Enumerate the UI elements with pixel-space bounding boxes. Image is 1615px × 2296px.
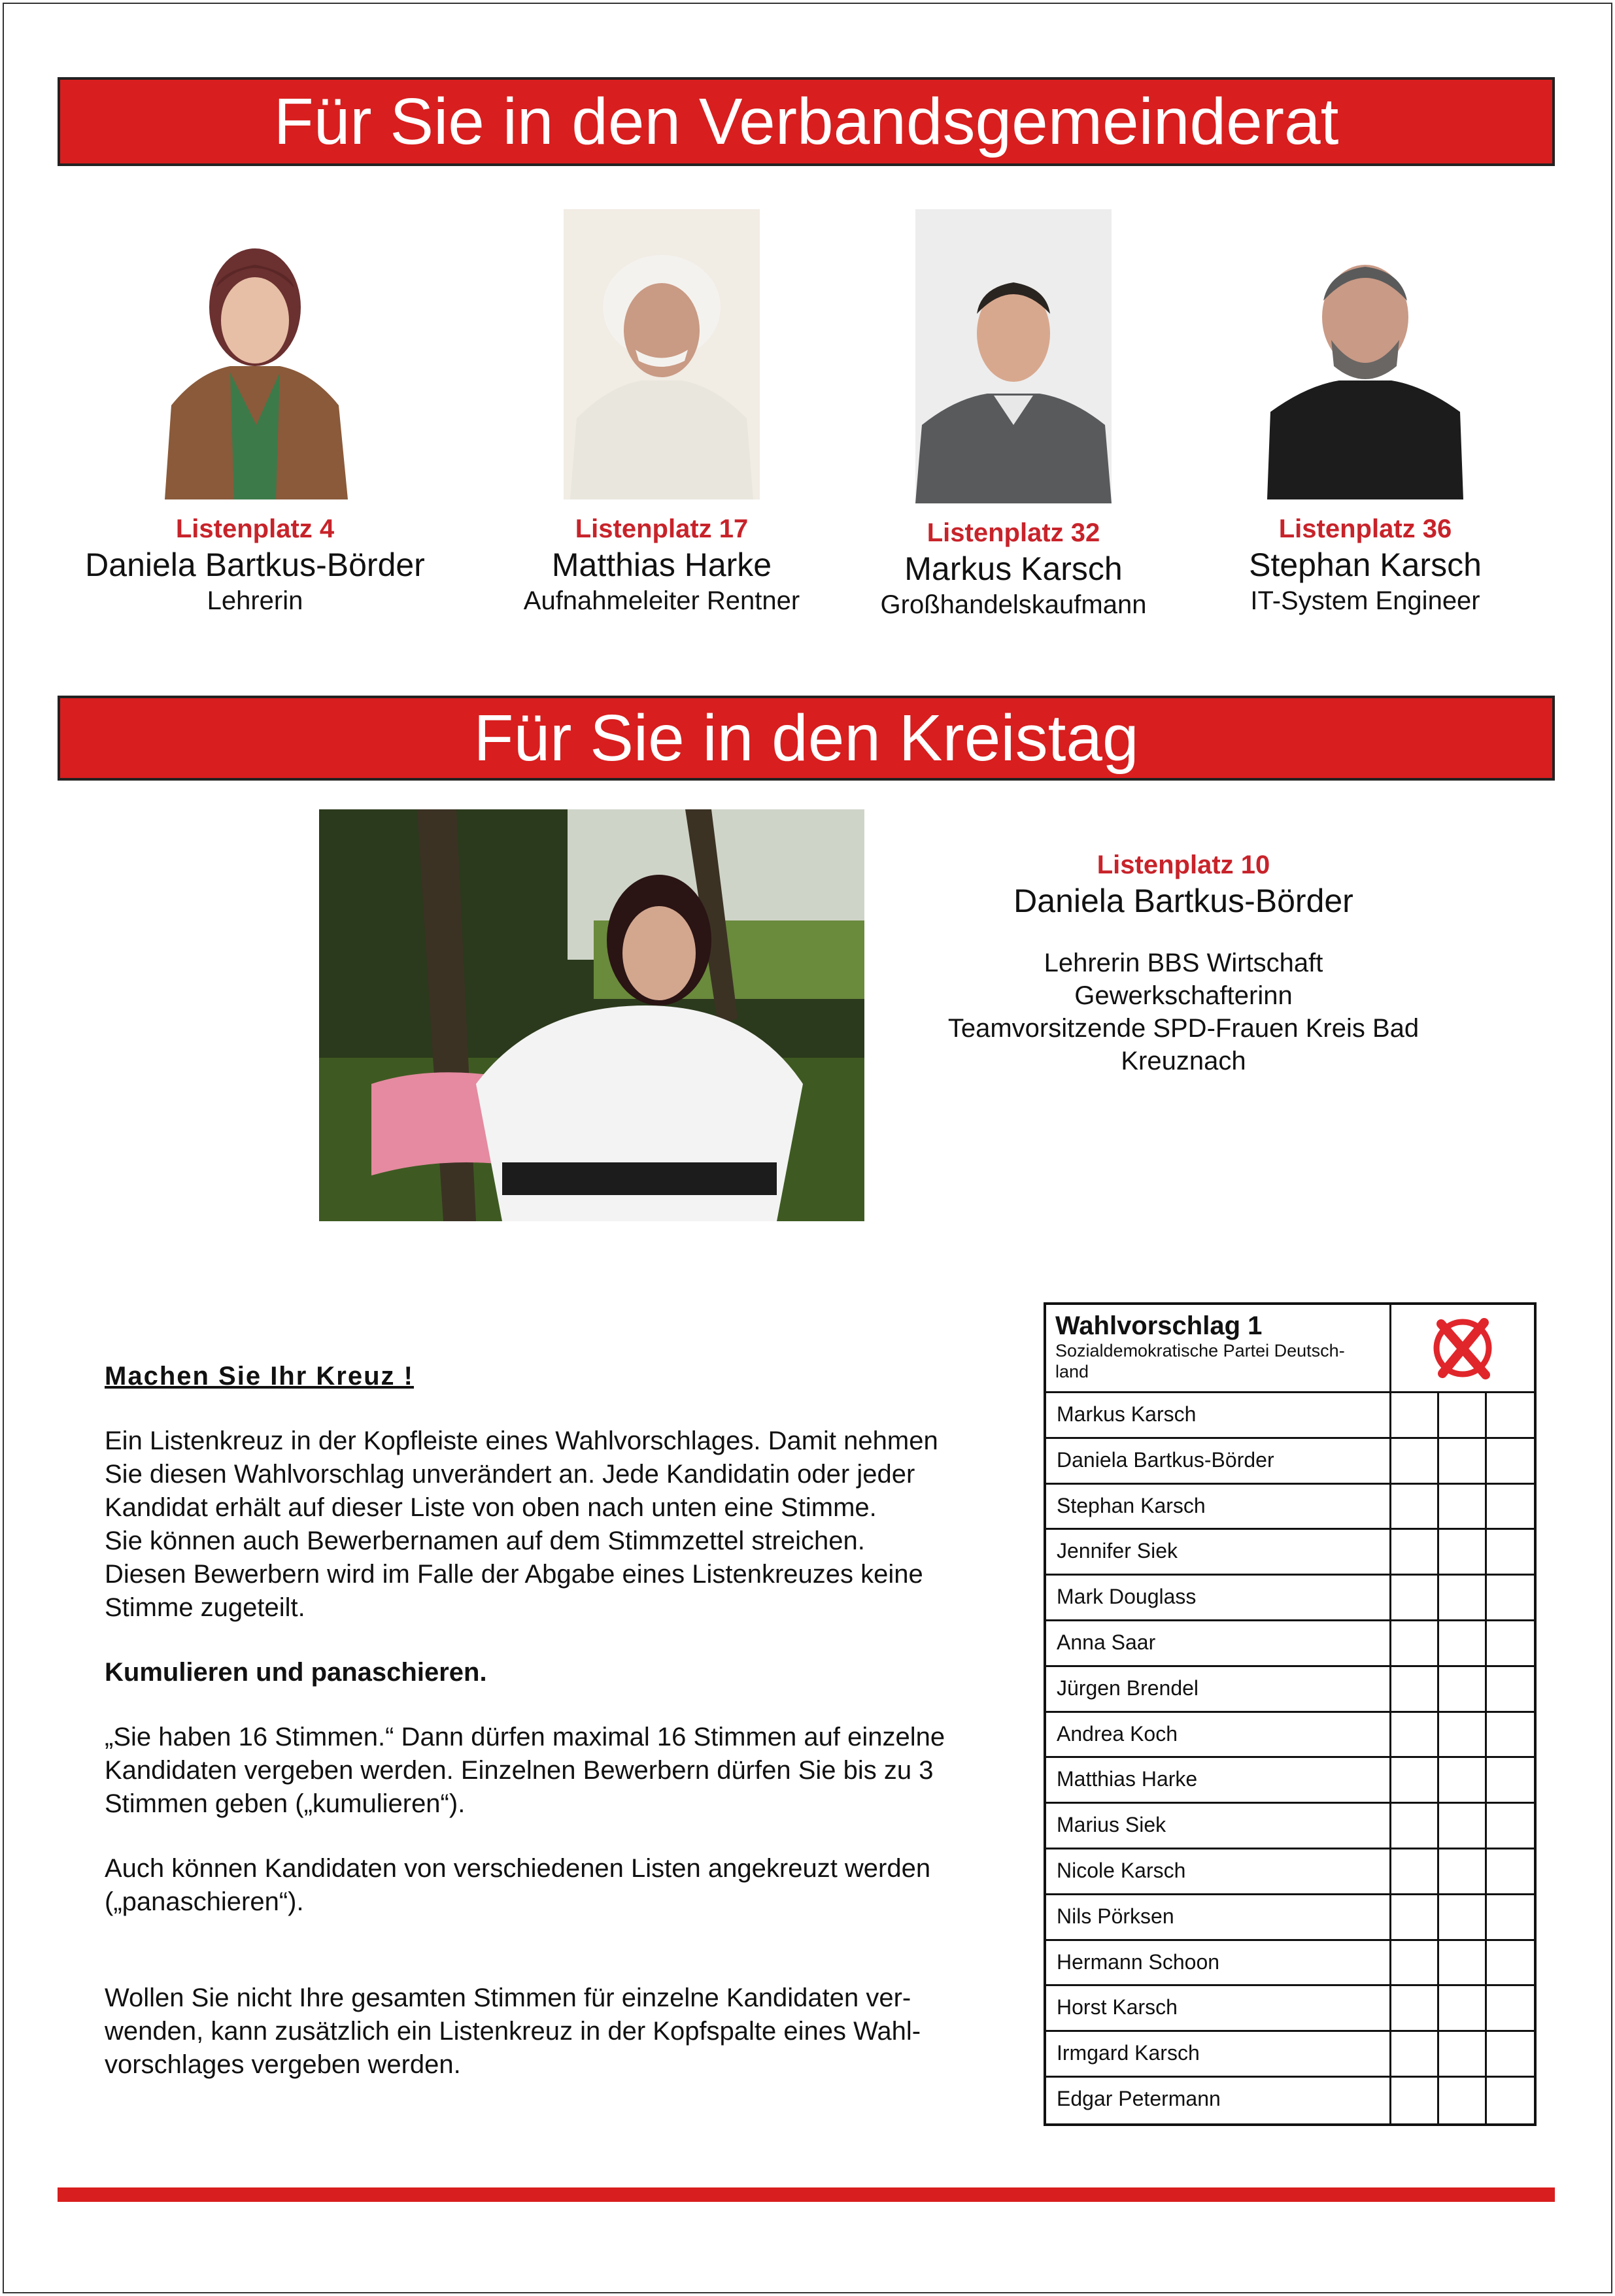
candidate-job: Großhandelskaufmann bbox=[880, 590, 1147, 619]
ballot-candidate-name: Irmgard Karsch bbox=[1046, 2032, 1391, 2076]
vote-box[interactable] bbox=[1439, 1941, 1487, 1985]
vote-box[interactable] bbox=[1391, 1530, 1439, 1574]
candidate-photo bbox=[1267, 209, 1463, 499]
ballot-row bbox=[1046, 1393, 1534, 1439]
ballot-row bbox=[1046, 1895, 1534, 1941]
ballot-row bbox=[1046, 1439, 1534, 1485]
vote-box[interactable] bbox=[1487, 1849, 1534, 1893]
ballot-candidate-name: Horst Karsch bbox=[1046, 1986, 1391, 2030]
vote-box[interactable] bbox=[1391, 1713, 1439, 1757]
vote-box[interactable] bbox=[1391, 1941, 1439, 1985]
ballot-candidate-name: Nicole Karsch bbox=[1046, 1849, 1391, 1893]
ballot-row bbox=[1046, 1485, 1534, 1530]
ballot-header bbox=[1046, 1305, 1534, 1393]
ballot-rows bbox=[1046, 1393, 1534, 2123]
banner-title: Für Sie in den Verbandsgemeinderat bbox=[273, 85, 1339, 158]
candidate-photo bbox=[564, 209, 760, 499]
ballot-candidate-name: Jürgen Brendel bbox=[1046, 1667, 1391, 1711]
candidate-photo bbox=[158, 209, 352, 499]
candidate-desc-line: Gewerkschafterinn bbox=[1074, 981, 1293, 1010]
ballot-candidate-name: Mark Douglass bbox=[1046, 1576, 1391, 1619]
candidate-desc-line: Kreuznach bbox=[1121, 1047, 1246, 1075]
vote-box[interactable] bbox=[1391, 1667, 1439, 1711]
vote-box[interactable] bbox=[1487, 1986, 1534, 2030]
instruction-line: „Sie haben 16 Stimmen.“ Dann dürfen maximal 16 Stimmen auf einzelne bbox=[105, 1723, 945, 1751]
instruction-line: vorschlages vergeben werden. bbox=[105, 2050, 461, 2079]
instruction-line: Stimmen geben („kumulieren“). bbox=[105, 1789, 466, 1818]
candidate-name: Daniela Bartkus-Börder bbox=[85, 547, 425, 583]
instruction-line: Ein Listenkreuz in der Kopfleiste eines Wahlvorschlages. Damit nehmen bbox=[105, 1427, 938, 1455]
vote-box[interactable] bbox=[1391, 1804, 1439, 1848]
instruction-line: wenden, kann zusätzlich ein Listenkreuz in der Kopfspalte eines Wahl- bbox=[105, 2017, 921, 2046]
instruction-line: Stimme zugeteilt. bbox=[105, 1593, 305, 1622]
candidate-card bbox=[830, 209, 1197, 621]
vote-box[interactable] bbox=[1439, 1986, 1487, 2030]
ballot-row bbox=[1046, 1804, 1534, 1849]
listenplatz-label: Listenplatz 17 bbox=[575, 515, 749, 543]
vote-box[interactable] bbox=[1391, 1986, 1439, 2030]
vote-box[interactable] bbox=[1391, 1485, 1439, 1528]
vote-box[interactable] bbox=[1487, 1621, 1534, 1665]
vote-box[interactable] bbox=[1487, 1530, 1534, 1574]
vote-box[interactable] bbox=[1439, 1758, 1487, 1802]
banner-verbandsgemeinderat bbox=[58, 77, 1555, 166]
vote-box[interactable] bbox=[1391, 2032, 1439, 2076]
ballot-row bbox=[1046, 2032, 1534, 2078]
vote-box[interactable] bbox=[1439, 1804, 1487, 1848]
candidate-name: Daniela Bartkus-Börder bbox=[1013, 883, 1353, 919]
voting-instructions bbox=[105, 1360, 994, 2082]
ballot-row bbox=[1046, 1758, 1534, 1804]
vote-box[interactable] bbox=[1391, 1758, 1439, 1802]
vote-box[interactable] bbox=[1487, 1667, 1534, 1711]
ballot-row bbox=[1046, 1667, 1534, 1713]
ballot-header-text bbox=[1046, 1305, 1391, 1391]
candidate-photo bbox=[915, 209, 1112, 503]
candidate-job: Aufnahmeleiter Rentner bbox=[523, 586, 800, 615]
candidate-name: Markus Karsch bbox=[904, 550, 1123, 587]
vote-box[interactable] bbox=[1487, 1941, 1534, 1985]
vote-box[interactable] bbox=[1487, 1393, 1534, 1437]
footer-bar bbox=[58, 2187, 1555, 2202]
instruction-line: Sie können auch Bewerbernamen auf dem Stimmzettel streichen. bbox=[105, 1527, 865, 1555]
instruction-line: („panaschieren“). bbox=[105, 1887, 304, 1916]
vote-box[interactable] bbox=[1391, 1393, 1439, 1437]
sample-ballot bbox=[1044, 1302, 1537, 2126]
candidate-name: Matthias Harke bbox=[551, 547, 772, 583]
listenplatz-label: Listenplatz 36 bbox=[1278, 515, 1452, 543]
vote-box[interactable] bbox=[1487, 1576, 1534, 1619]
instructions-heading: Machen Sie Ihr Kreuz ! bbox=[105, 1362, 414, 1391]
instruction-line: Kandidaten vergeben werden. Einzelnen Bewerbern dürfen Sie bis zu 3 bbox=[105, 1756, 934, 1785]
vote-box[interactable] bbox=[1487, 1713, 1534, 1757]
vote-box[interactable] bbox=[1439, 1530, 1487, 1574]
vote-box[interactable] bbox=[1391, 1621, 1439, 1665]
candidate-job: IT-System Engineer bbox=[1250, 586, 1480, 615]
vote-box[interactable] bbox=[1391, 1849, 1439, 1893]
vote-box[interactable] bbox=[1487, 1439, 1534, 1483]
ballot-candidate-name: Daniela Bartkus-Börder bbox=[1046, 1439, 1391, 1483]
banner-kreistag bbox=[58, 696, 1555, 781]
ballot-row bbox=[1046, 1713, 1534, 1759]
instruction-line: Kandidat erhält auf dieser Liste von oben nach unten eine Stimme. bbox=[105, 1493, 877, 1522]
ballot-candidate-name: Anna Saar bbox=[1046, 1621, 1391, 1665]
instruction-line: Sie diesen Wahlvorschlag unverändert an. Jede Kandidatin oder jeder bbox=[105, 1460, 915, 1489]
instruction-line: Auch können Kandidaten von verschiedenen Listen angekreuzt werden bbox=[105, 1854, 931, 1883]
vote-box[interactable] bbox=[1487, 1758, 1534, 1802]
candidate-name: Stephan Karsch bbox=[1249, 547, 1482, 583]
ballot-row bbox=[1046, 1621, 1534, 1667]
vote-box[interactable] bbox=[1439, 1485, 1487, 1528]
vote-box[interactable] bbox=[1439, 1895, 1487, 1939]
ballot-row bbox=[1046, 1576, 1534, 1621]
vote-box[interactable] bbox=[1391, 2078, 1439, 2123]
candidate-job: Lehrerin bbox=[207, 586, 303, 615]
vote-box[interactable] bbox=[1487, 1485, 1534, 1528]
instruction-line: Wollen Sie nicht Ihre gesamten Stimmen für einzelne Kandidaten ver- bbox=[105, 1984, 911, 2012]
ballot-row bbox=[1046, 1941, 1534, 1987]
candidate-card bbox=[1182, 209, 1548, 617]
vote-box[interactable] bbox=[1487, 1895, 1534, 1939]
vote-box[interactable] bbox=[1439, 1621, 1487, 1665]
ballot-candidate-name: Markus Karsch bbox=[1046, 1393, 1391, 1437]
vote-box[interactable] bbox=[1439, 2032, 1487, 2076]
ballot-title: Wahlvorschlag 1 bbox=[1055, 1311, 1263, 1340]
vote-box[interactable] bbox=[1439, 1393, 1487, 1437]
vote-box[interactable] bbox=[1391, 1895, 1439, 1939]
vote-box[interactable] bbox=[1439, 1667, 1487, 1711]
vote-box[interactable] bbox=[1439, 1849, 1487, 1893]
ballot-row bbox=[1046, 1530, 1534, 1576]
ballot-row bbox=[1046, 1986, 1534, 2032]
vote-box[interactable] bbox=[1487, 2078, 1534, 2123]
candidate-card bbox=[72, 209, 438, 617]
kreistag-candidate-info bbox=[889, 849, 1478, 1077]
candidate-desc-line: Teamvorsitzende SPD-Frauen Kreis Bad bbox=[947, 1014, 1420, 1043]
ballot-candidate-name: Edgar Petermann bbox=[1046, 2078, 1391, 2123]
ballot-row bbox=[1046, 1849, 1534, 1895]
list-cross-mark-box bbox=[1391, 1305, 1534, 1391]
instructions-subheading: Kumulieren und panaschieren. bbox=[105, 1658, 487, 1687]
candidate-desc-line: Lehrerin BBS Wirtschaft bbox=[1044, 949, 1323, 977]
vote-box[interactable] bbox=[1439, 1576, 1487, 1619]
ballot-candidate-name: Matthias Harke bbox=[1046, 1758, 1391, 1802]
vote-box[interactable] bbox=[1487, 2032, 1534, 2076]
ballot-candidate-name: Hermann Schoon bbox=[1046, 1941, 1391, 1985]
cross-mark-icon bbox=[1427, 1312, 1499, 1384]
vote-box[interactable] bbox=[1439, 2078, 1487, 2123]
ballot-subtitle: Sozialdemokratische Partei Deutsch- bbox=[1055, 1341, 1345, 1360]
ballot-subtitle: land bbox=[1055, 1362, 1089, 1381]
candidate-card bbox=[479, 209, 845, 617]
vote-box[interactable] bbox=[1391, 1576, 1439, 1619]
vote-box[interactable] bbox=[1391, 1439, 1439, 1483]
ballot-row bbox=[1046, 2078, 1534, 2123]
ballot-candidate-name: Jennifer Siek bbox=[1046, 1530, 1391, 1574]
ballot-candidate-name: Marius Siek bbox=[1046, 1804, 1391, 1848]
banner-title: Für Sie in den Kreistag bbox=[473, 701, 1139, 775]
listenplatz-label: Listenplatz 32 bbox=[926, 518, 1100, 547]
instruction-line: Diesen Bewerbern wird im Falle der Abgabe eines Listenkreuzes keine bbox=[105, 1560, 923, 1589]
ballot-candidate-name: Nils Pörksen bbox=[1046, 1895, 1391, 1939]
kreistag-candidate-photo bbox=[319, 809, 864, 1221]
vote-box[interactable] bbox=[1439, 1439, 1487, 1483]
listenplatz-label: Listenplatz 4 bbox=[175, 515, 335, 543]
vote-box[interactable] bbox=[1487, 1804, 1534, 1848]
listenplatz-label: Listenplatz 10 bbox=[1096, 851, 1270, 879]
vote-box[interactable] bbox=[1439, 1713, 1487, 1757]
ballot-candidate-name: Andrea Koch bbox=[1046, 1713, 1391, 1757]
ballot-candidate-name: Stephan Karsch bbox=[1046, 1485, 1391, 1528]
